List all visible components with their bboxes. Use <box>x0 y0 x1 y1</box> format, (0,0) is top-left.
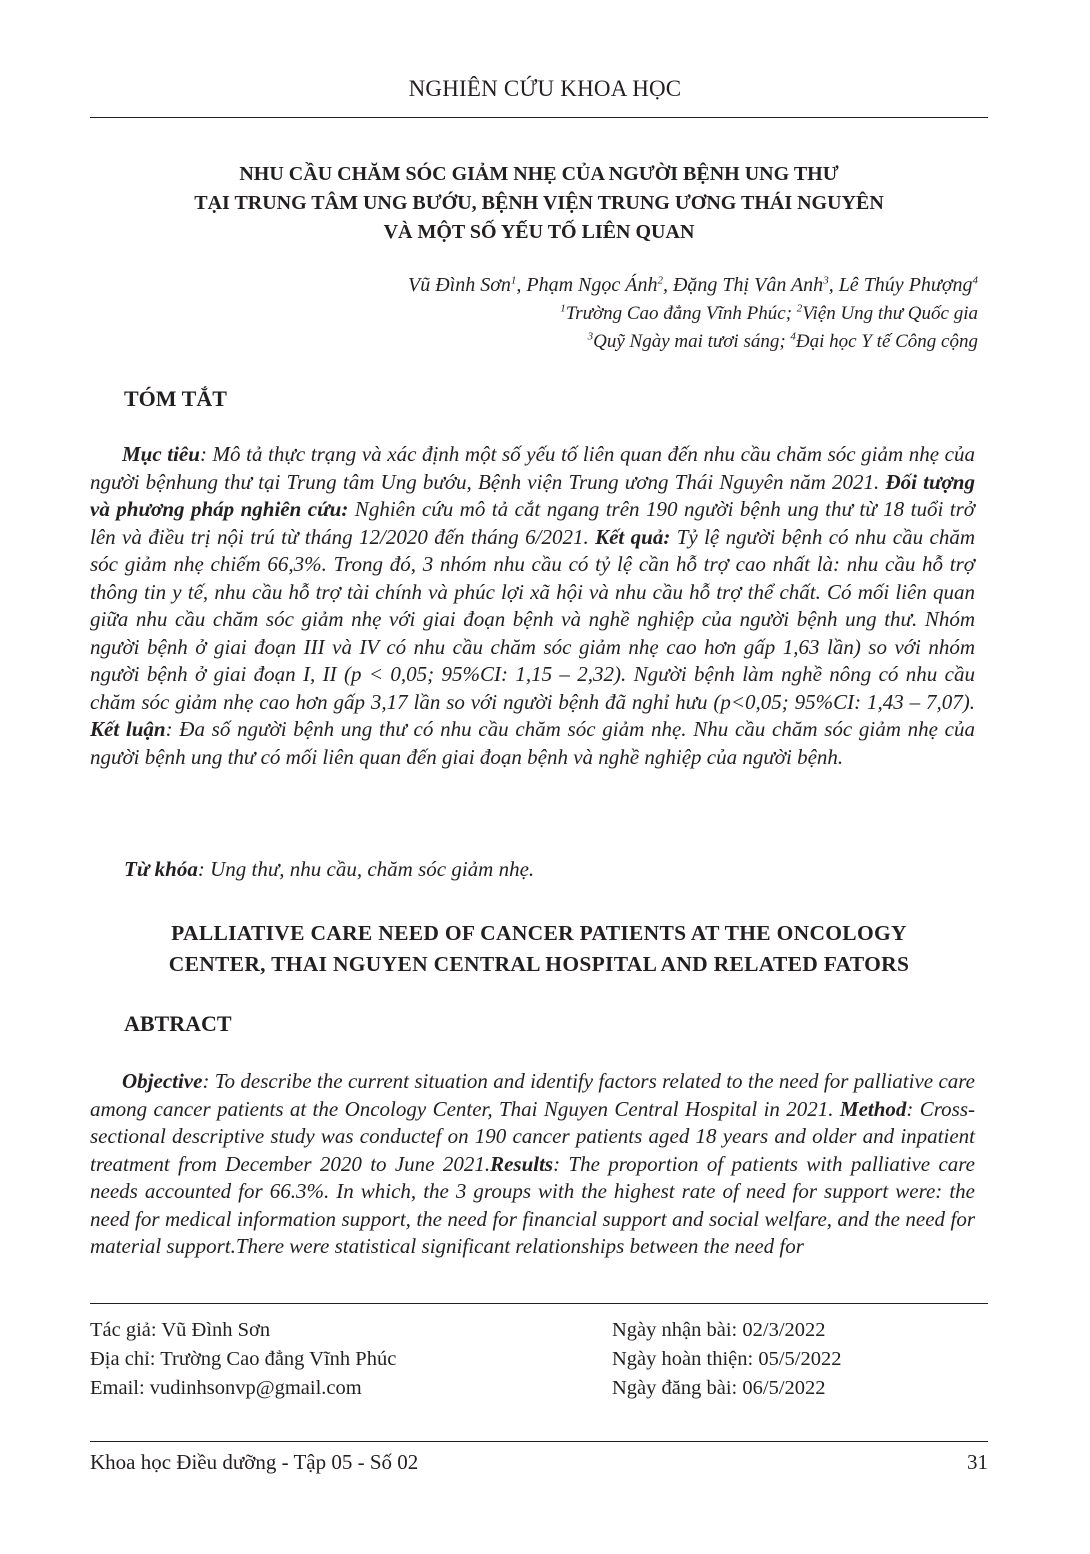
results-label-en: Results <box>490 1151 554 1176</box>
vn-abstract-heading: TÓM TẮT <box>124 386 227 411</box>
conclusion-text-vn: : Đa số người bệnh ung thư có nhu cầu chăm sóc giảm nhẹ. Nhu cầu chăm sóc giảm nhẹ của người bệnh ung thư có mối liên quan đến giai đoạn bệnh và nghề nghiệp của người bệnh. <box>90 717 975 769</box>
results-text-vn: Tỷ lệ người bệnh có nhu cầu chăm sóc giảm nhẹ chiếm 66,3%. Trong đó, 3 nhóm nhu cầu có tỷ lệ cần hỗ trợ cao nhất là: nhu cầu hỗ trợ thông tin y tế, nhu cầu hỗ trợ tài chính và phúc lợi xã hội và nhu cầu hỗ trợ thể chất. Có mối liên quan giữa nhu cầu chăm sóc giảm nhẹ với giai đoạn bệnh và nghề nghiệp của người bệnh ung thư. Nhóm người bệnh ở giai đoạn III và IV có nhu cầu chăm sóc giảm nhẹ cao hơn gấp 1,63 lần) so với nhóm người bệnh ở giai đoạn I, II (p < 0,05; 95%CI: 1,15 – 2,32). Người bệnh làm nghề nông có nhu cầu chăm sóc giảm nhẹ cao hơn gấp 3,17 lần so với người bệnh đã nghỉ hưu (p<0,05; 95%CI: 1,43 – 7,07). <box>90 524 975 714</box>
affiliation-sup: 2 <box>796 302 803 315</box>
title-line-3: VÀ MỘT SỐ YẾU TỐ LIÊN QUAN <box>383 221 695 243</box>
objective-label-vn: Mục tiêu <box>122 442 200 466</box>
objective-text-vn: : Mô tả thực trạng và xác định một số yếu tố liên quan đến nhu cầu chăm sóc giảm nhẹ của người bệnhung thư tại Trung tâm Ung bướu, Bệnh viện Trung ương Thái Nguyên năm 2021. <box>90 442 975 494</box>
author-name: Vũ Đình Sơn <box>408 274 511 296</box>
en-title-line-2: CENTER, THAI NGUYEN CENTRAL HOSPITAL AND RELATED FATORS <box>168 952 910 976</box>
method-label-en: Method <box>839 1096 907 1121</box>
date-revised: Ngày hoàn thiện: 05/5/2022 <box>612 1348 842 1370</box>
conclusion-label-vn: Kết luận <box>90 717 166 741</box>
affiliation-sup: 4 <box>790 330 796 343</box>
results-text-en: : The proportion of patients with palliative care needs accounted for 66.3%. In which, the 3 groups with the highest rate of need for support were: the need for medical information support, the need for financial support and social welfare, and the need for material support.There were statistical significant relationships between the need for <box>90 1151 975 1258</box>
article-title-en <box>90 918 988 980</box>
author-sup: 3 <box>823 274 829 287</box>
keywords-text: : Ung thư, nhu cầu, chăm sóc giảm nhẹ. <box>197 857 535 881</box>
correspondence-email: Email: vudinhsonvp@gmail.com <box>90 1377 362 1399</box>
footer-rule <box>90 1441 988 1442</box>
date-received: Ngày nhận bài: 02/3/2022 <box>612 1319 826 1341</box>
en-title-line-1: PALLIATIVE CARE NEED OF CANCER PATIENTS AT THE ONCOLOGY <box>171 921 907 945</box>
page-number: 31 <box>967 1450 988 1474</box>
author-sup: 4 <box>972 274 978 287</box>
footnote-rule <box>90 1303 988 1304</box>
author-name: Đặng Thị Vân Anh <box>672 274 824 296</box>
journal-footer: Khoa học Điều dưỡng - Tập 05 - Số 02 <box>90 1450 419 1474</box>
title-line-1: NHU CẦU CHĂM SÓC GIẢM NHẸ CỦA NGƯỜI BỆNH UNG THƯ <box>239 163 839 185</box>
author-sup: 2 <box>657 274 663 287</box>
affiliation: Quỹ Ngày mai tươi sáng <box>593 331 780 352</box>
author-name: Phạm Ngọc Ánh <box>526 274 658 296</box>
keywords-label: Từ khóa <box>124 857 198 881</box>
author-sup: 1 <box>510 274 517 287</box>
author-names: Vũ Đình Sơn$^1$, Phạm Ngọc Ánh$^2$, Đặng Thị Vân Anh$^3$, Lê Thúy Phượng$^4$ <box>408 274 978 296</box>
author-block <box>408 270 978 356</box>
affiliation-line: $^1$Trường Cao đẳng Vĩnh Phúc; $^2$Viện Ung thư Quốc gia <box>560 302 978 324</box>
vn-abstract-body <box>90 441 975 771</box>
affiliation: Trường Cao đẳng Vĩnh Phúc <box>565 303 786 324</box>
header-rule <box>90 117 988 118</box>
method-text-vn: Nghiên cứu mô tả cắt ngang trên 190 người bệnh ung thư từ 18 tuổi trở lên và điều trị nội trú từ tháng 12/2020 đến tháng 6/2021. <box>90 497 975 549</box>
correspondence-author: Tác giả: Vũ Đình Sơn <box>90 1319 271 1341</box>
affiliation: Đại học Y tế Công cộng <box>795 331 978 352</box>
objective-text-en: : To describe the current situation and identify factors related to the need for palliative care among cancer patients at the Oncology Center, Thai Nguyen Central Hospital in 2021. <box>90 1069 975 1121</box>
en-abstract-heading: ABTRACT <box>124 1011 232 1036</box>
results-label-vn: Kết quả: <box>595 524 671 549</box>
method-text-en: : Cross-sectional descriptive study was conductef on 190 cancer patients aged 18 years and older and inpatient treatment from December 2020 to June 2021. <box>90 1096 976 1176</box>
dates-block <box>612 1316 841 1403</box>
objective-label-en: Objective <box>122 1069 203 1093</box>
affiliation-line: $^3$Quỹ Ngày mai tươi sáng; $^4$Đại học Y tế Công cộng <box>587 330 978 352</box>
affiliation-sup: 1 <box>560 302 566 315</box>
correspondence-block <box>90 1316 396 1403</box>
affiliation: Viện Ung thư Quốc gia <box>802 303 978 324</box>
en-abstract-body <box>90 1068 975 1261</box>
affiliation-sup: 3 <box>587 330 594 343</box>
article-title-vn <box>90 160 988 247</box>
date-published: Ngày đăng bài: 06/5/2022 <box>612 1377 826 1399</box>
method-label-vn: Đối tượng và phương pháp nghiên cứu: <box>90 469 975 521</box>
correspondence-address: Địa chỉ: Trường Cao đẳng Vĩnh Phúc <box>90 1348 397 1370</box>
keywords-vn <box>124 857 534 882</box>
author-name: Lê Thúy Phượng <box>838 274 973 296</box>
running-head: NGHIÊN CỨU KHOA HỌC <box>408 76 682 101</box>
title-line-2: TẠI TRUNG TÂM UNG BƯỚU, BỆNH VIỆN TRUNG ƯƠNG THÁI NGUYÊN <box>194 192 884 214</box>
